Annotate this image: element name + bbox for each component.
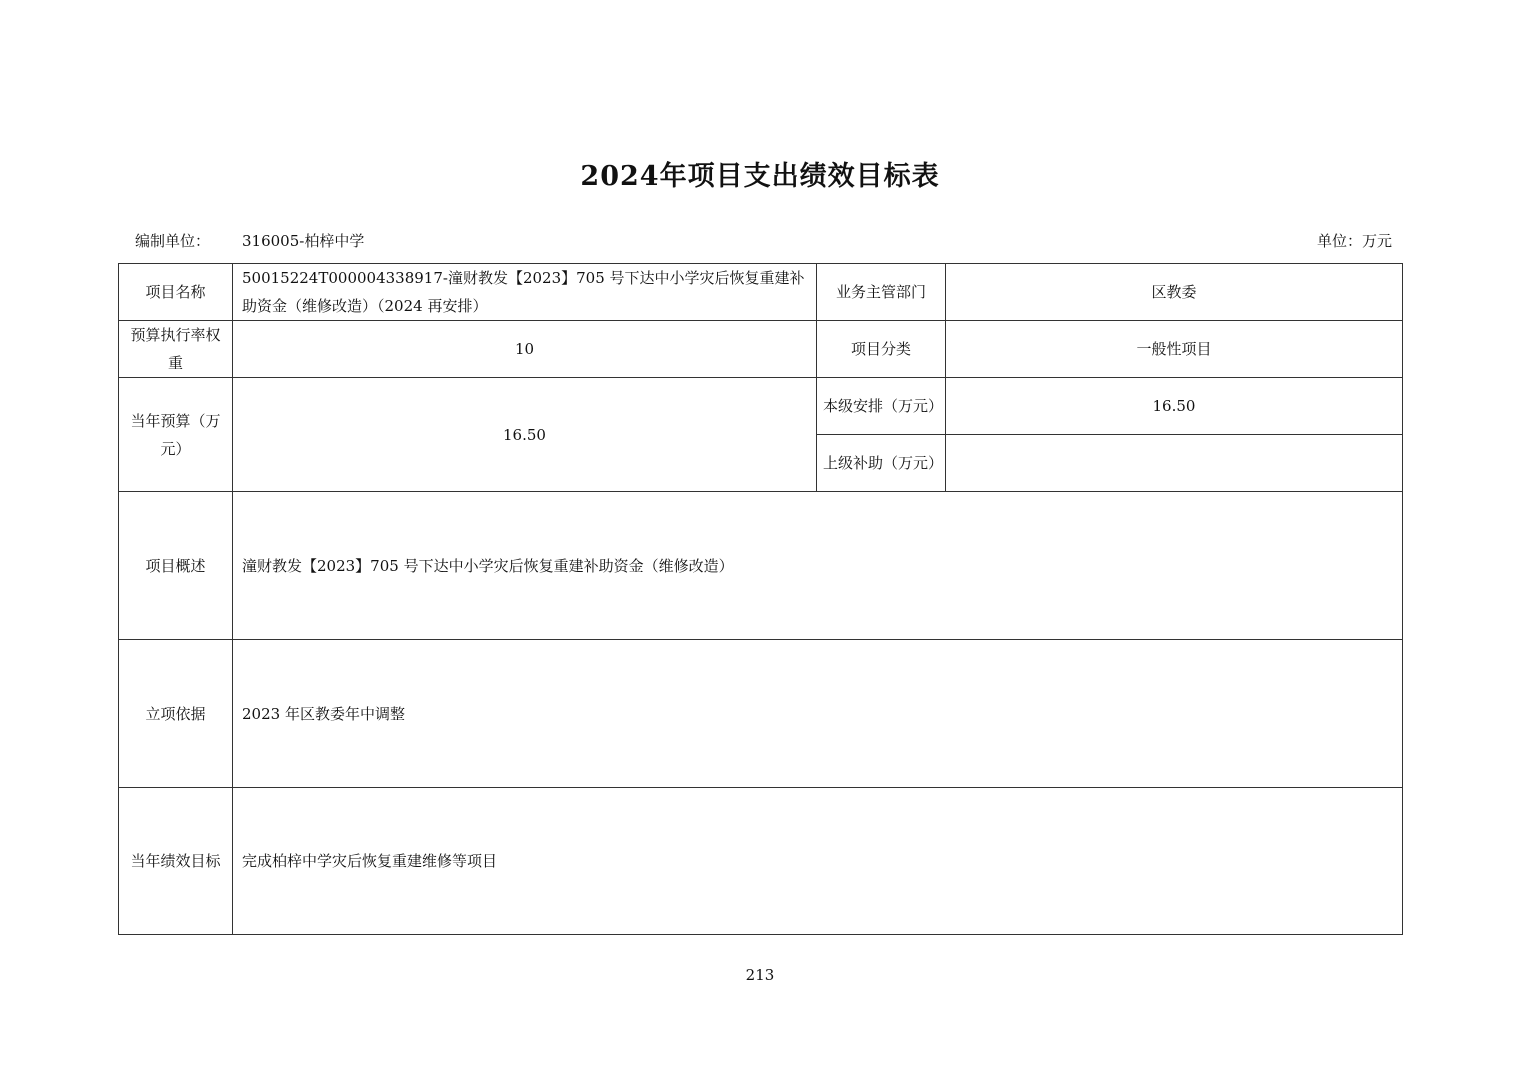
exec-rate-value: 10 (233, 321, 817, 378)
local-budget-value: 16.50 (946, 378, 1403, 435)
page-title: 2024年项目支出绩效目标表 (580, 161, 940, 192)
unit-label: 单位：万元 (1316, 232, 1392, 250)
table-row (119, 640, 1403, 788)
goal-label: 当年绩效目标 (119, 788, 233, 935)
basis-label: 立项依据 (119, 640, 233, 788)
subsidy-value (946, 435, 1403, 492)
table-row (119, 378, 1403, 435)
performance-table (118, 263, 1403, 935)
table-row (119, 492, 1403, 640)
table-row (119, 321, 1403, 378)
org-value: 316005-柏梓中学 (242, 232, 365, 250)
subsidy-label: 上级补助（万元） (817, 435, 946, 492)
dept-value: 区教委 (946, 264, 1403, 321)
dept-label: 业务主管部门 (817, 264, 946, 321)
exec-rate-label: 预算执行率权重 (119, 321, 233, 378)
project-name-value: 50015224T000004338917-潼财教发【2023】705 号下达中小学灾后恢复重建补助资金（维修改造）（2024 再安排） (233, 264, 817, 321)
budget-value: 16.50 (233, 378, 817, 492)
org-label: 编制单位： (135, 232, 211, 250)
table-meta-row (118, 228, 1402, 252)
table-row (119, 788, 1403, 935)
table-row (119, 264, 1403, 321)
local-budget-label: 本级安排（万元） (817, 378, 946, 435)
category-value: 一般性项目 (946, 321, 1403, 378)
basis-value: 2023 年区教委年中调整 (233, 640, 1403, 788)
page-number: 213 (745, 966, 775, 984)
project-name-label: 项目名称 (119, 264, 233, 321)
budget-label: 当年预算（万元） (119, 378, 233, 492)
category-label: 项目分类 (817, 321, 946, 378)
overview-label: 项目概述 (119, 492, 233, 640)
goal-value: 完成柏梓中学灾后恢复重建维修等项目 (233, 788, 1403, 935)
overview-value: 潼财教发【2023】705 号下达中小学灾后恢复重建补助资金（维修改造） (233, 492, 1403, 640)
